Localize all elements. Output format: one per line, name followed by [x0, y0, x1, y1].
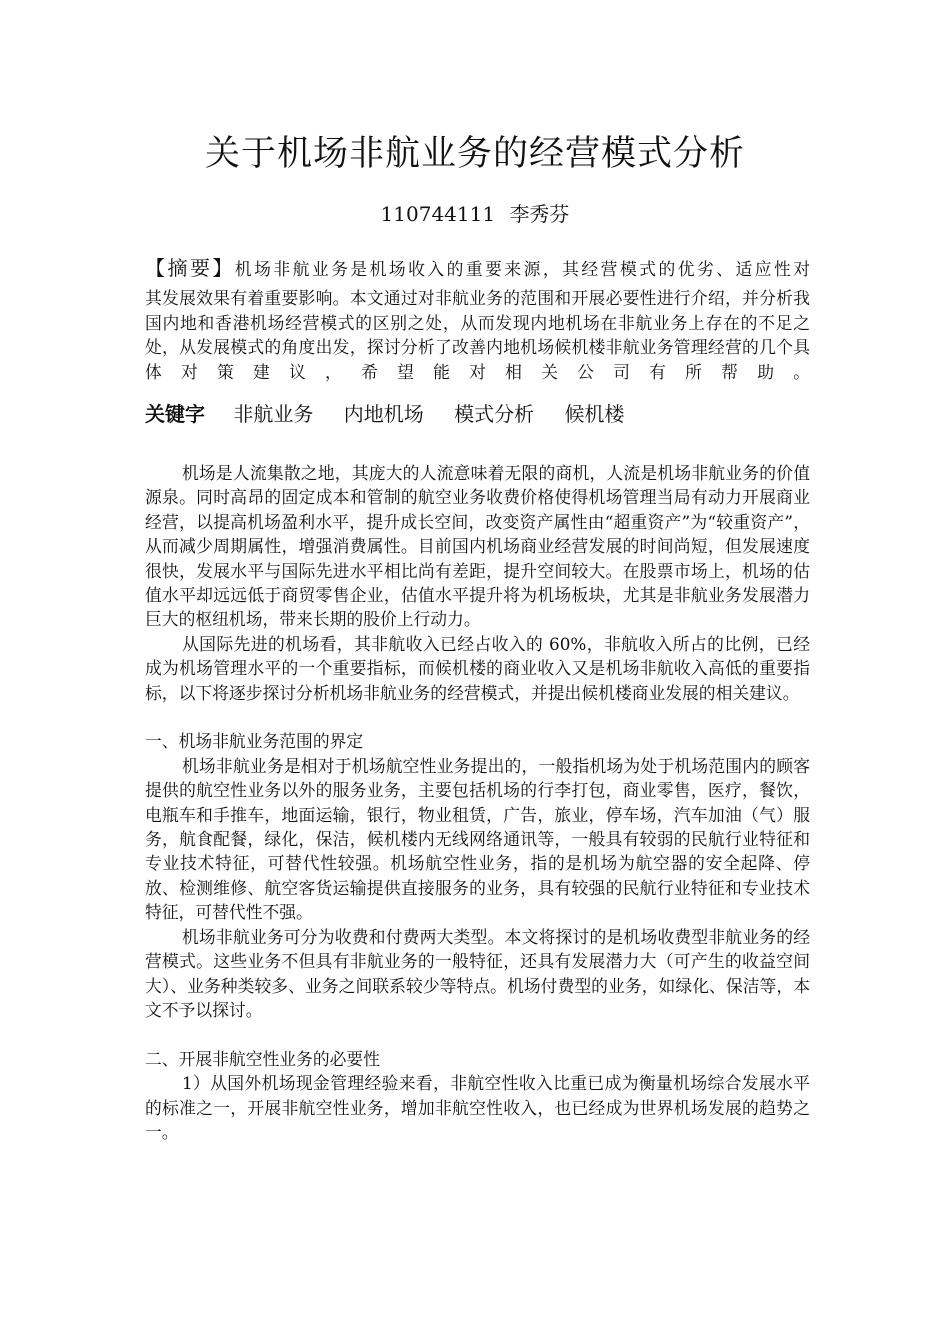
author-id: 110744111 — [380, 202, 496, 226]
section-paragraph: 机场非航业务可分为收费和付费两大类型。本文将探讨的是机场收费型非航业务的经营模式。这些业务不但具有非航业务的一般特征，还具有发展潜力大（可产生的收益空间大）、业务种类较多、业务之间联系较少等特点。机场付费型的业务，如绿化、保洁等，本文不予以探讨。 — [145, 926, 810, 1020]
author-line — [0, 198, 950, 230]
keywords-line — [145, 399, 810, 429]
document-title: 关于机场非航业务的经营模式分析 — [204, 134, 745, 174]
abstract-first-text: 机场非航业务是机场收入的重要来源，其经营模式的优劣、适应性对 — [234, 259, 810, 279]
author-name: 李秀芬 — [509, 202, 570, 226]
abstract-body: 其发展效果有着重要影响。本文通过对非航业务的范围和开展必要性进行介绍，并分析我国内地和香港机场经营模式的区别之处，从而发现内地机场在非航业务上存在的不足之处，从发展模式的角度出发，探讨分析了改善内地机场候机楼非航业务管理经营的几个具体对策建议，希望能对相关公司有所帮助。 — [145, 288, 810, 382]
keywords-label: 关键字 — [145, 402, 205, 426]
keyword: 候机楼 — [564, 402, 625, 426]
keyword: 内地机场 — [343, 402, 424, 426]
keyword: 非航业务 — [233, 402, 314, 426]
intro-paragraph: 从国际先进的机场看，其非航收入已经占收入的 60%，非航收入所占的比例，已经成为机场管理水平的一个重要指标，而候机楼的商业收入又是机场非航收入高低的重要指标，以下将逐步探讨分析机场非航业务的经营模式，并提出候机楼商业发展的相关建议。 — [145, 633, 810, 703]
section-heading: 二、开展非航空性业务的必要性 — [145, 1048, 380, 1069]
abstract-label: 【摘要】 — [145, 256, 235, 280]
paragraph-gap — [145, 1022, 810, 1046]
section-paragraph: 1）从国外机场现金管理经验来看，非航空性收入比重已成为衡量机场综合发展水平的标准之一，开展非航空性业务，增加非航空性收入，也已经成为世界机场发展的趋势之一。 — [145, 1073, 810, 1142]
document-body — [145, 461, 810, 1144]
section-paragraph: 机场非航业务是相对于机场航空性业务提出的，一般指机场为处于机场范围内的顾客提供的航空性业务以外的服务业务，主要包括机场的行李打包，商业零售，医疗，餐饮，电瓶车和手推车，地面运输，银行，物业租赁，广告，旅业，停车场，汽车加油（气）服务，航食配餐，绿化，保洁，候机楼内无线网络通讯等，一般具有较弱的民航行业特征和专业技术特征，可替代性较强。机场航空性业务，指的是机场为航空器的安全起降、停放、检测维修、航空客货运输提供直接服务的业务，具有较强的民航行业特征和专业技术特征，可替代性不强。 — [145, 755, 810, 923]
abstract-first-line — [145, 254, 810, 283]
keyword: 模式分析 — [454, 402, 535, 426]
section-heading: 一、机场非航业务范围的界定 — [145, 731, 364, 752]
intro-paragraph: 机场是人流集散之地，其庞大的人流意味着无限的商机，人流是机场非航业务的价值源泉。同时高昂的固定成本和管制的航空业务收费价格使得机场管理当局有动力开展商业经营，以提高机场盈利水平，提升成长空间，改变资产属性由“超重资产”为“较重资产”，从而减少周期属性，增强消费属性。目前国内机场商业经营发展的时间尚短，但发展速度很快，发展水平与国际先进水平相比尚有差距，提升空间较大。在股票市场上，机场的估值水平却远远低于商贸零售企业，估值水平提升将为机场板块，尤其是非航业务发展潜力巨大的枢纽机场，带来长期的股价上行动力。 — [145, 463, 810, 630]
paragraph-gap — [145, 705, 810, 729]
